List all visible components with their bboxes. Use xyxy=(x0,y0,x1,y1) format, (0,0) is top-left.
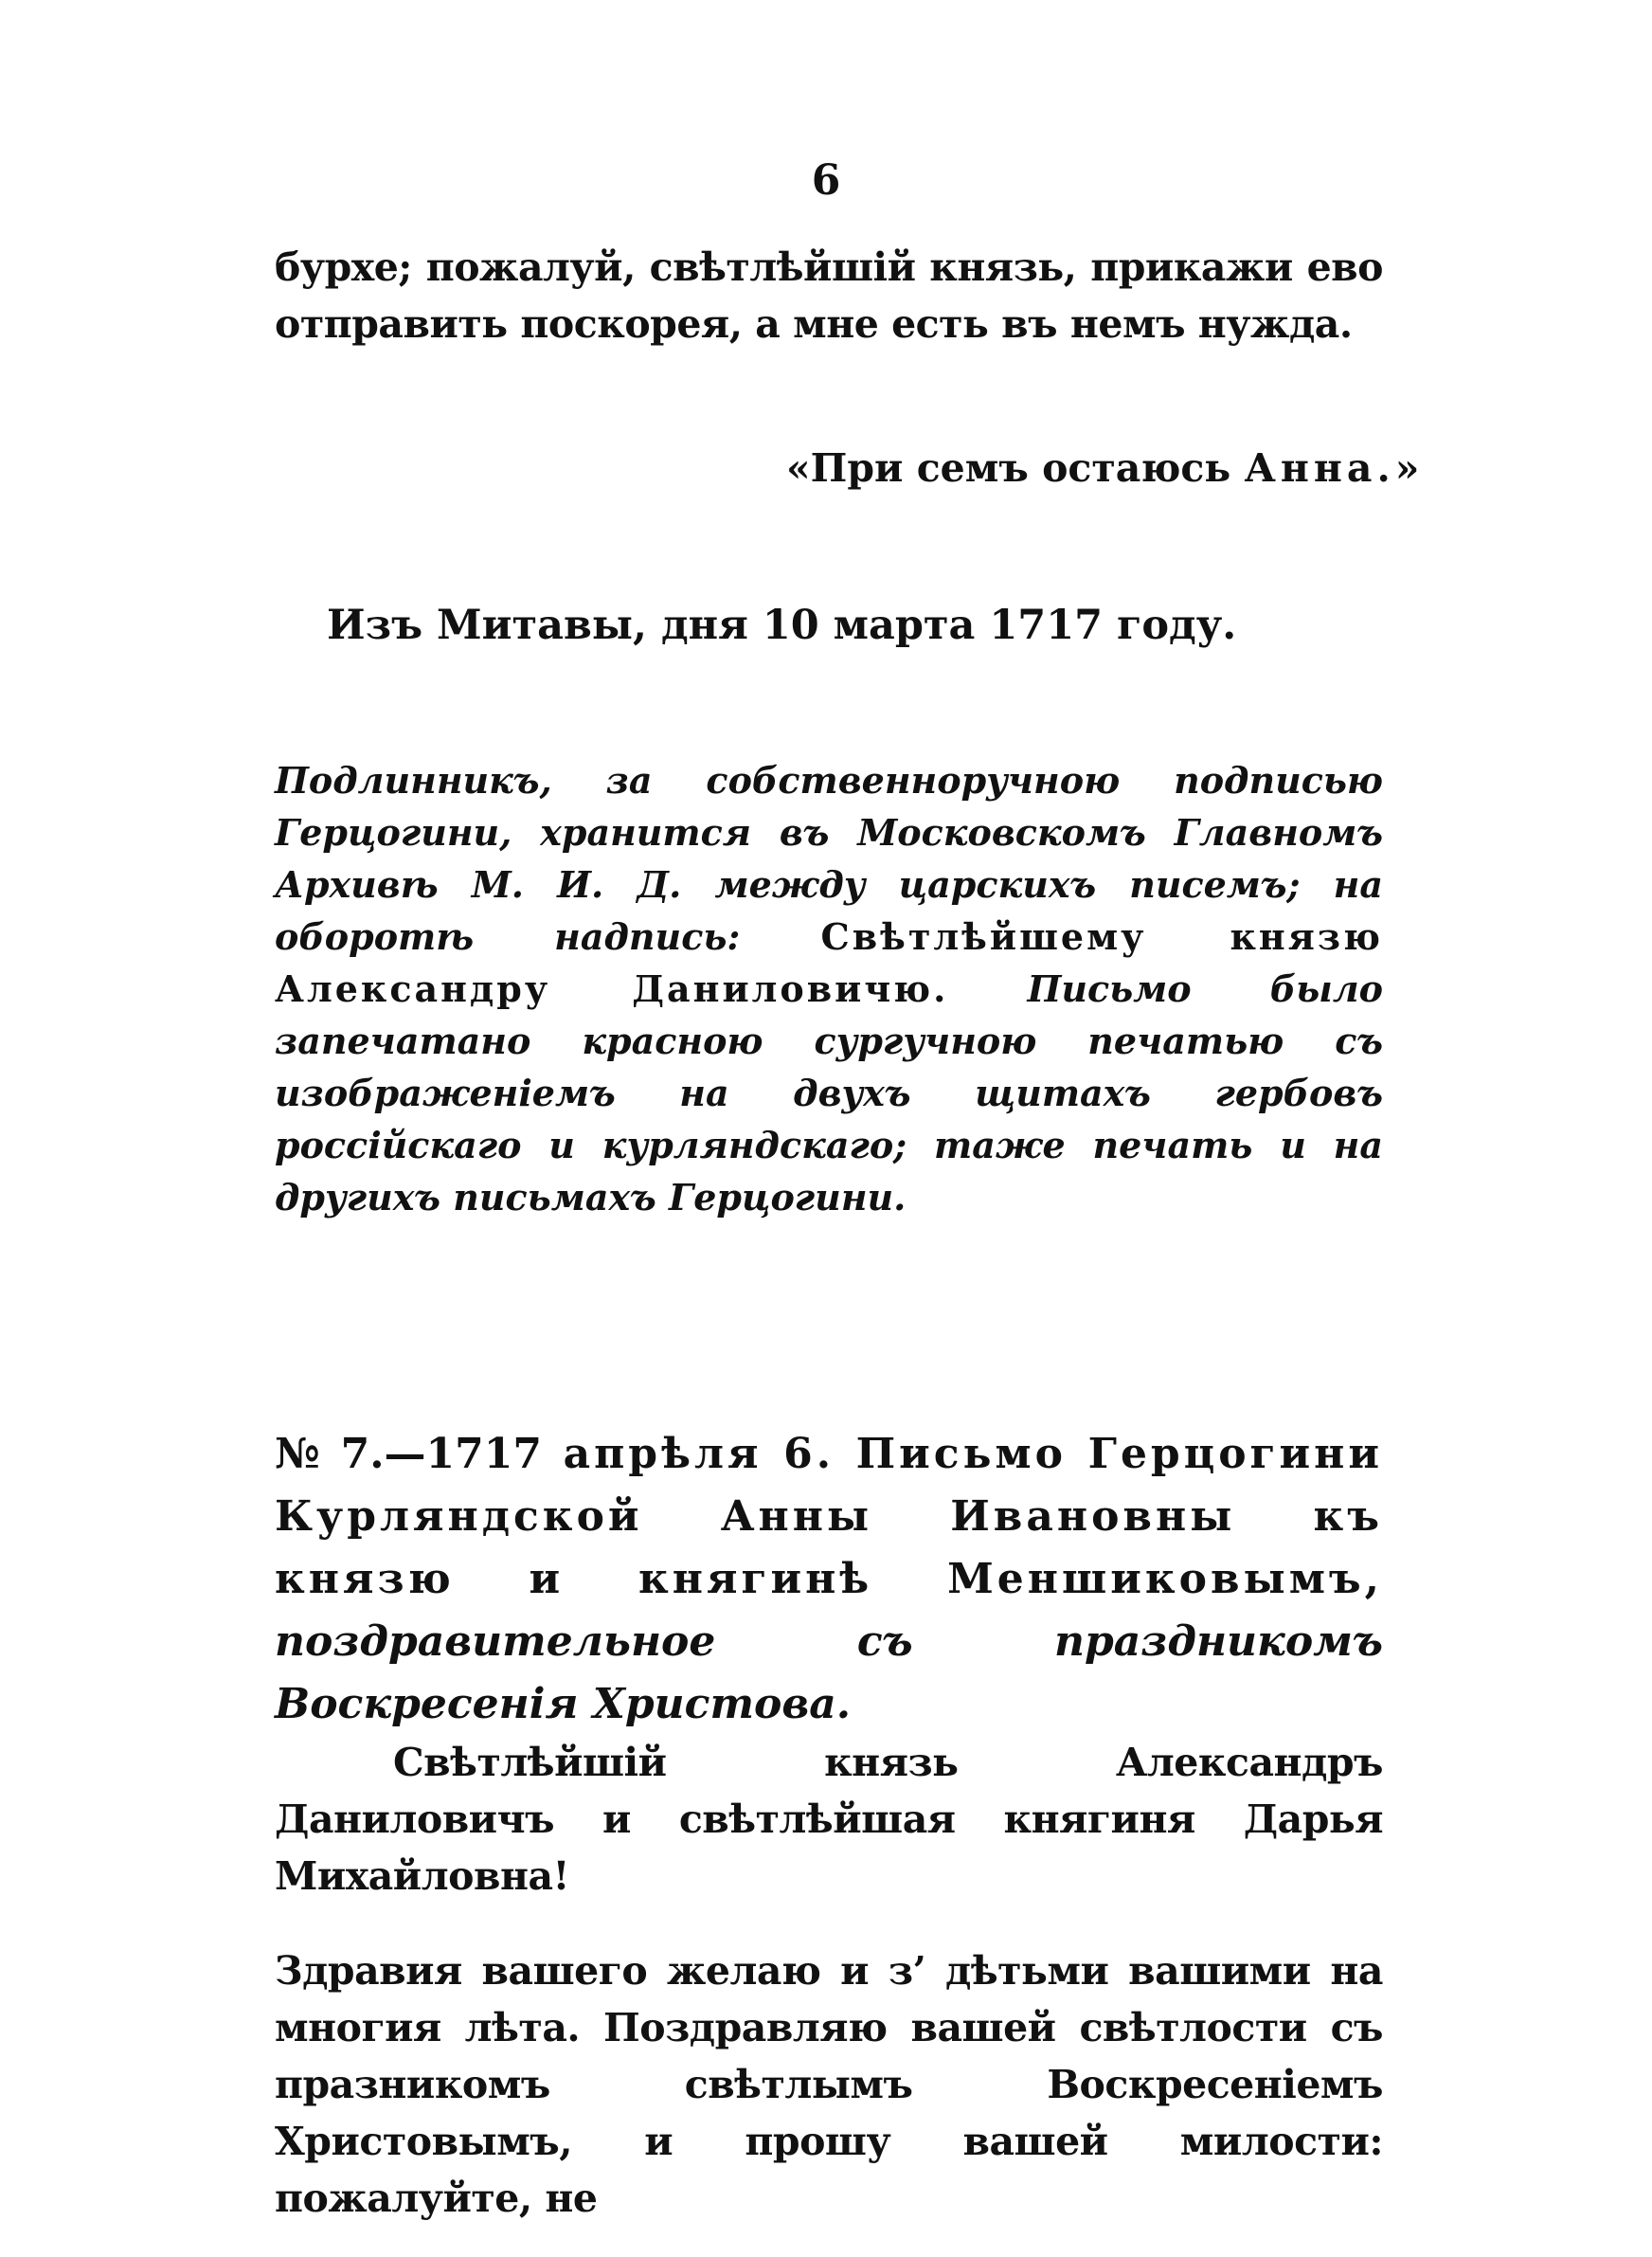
signature-line xyxy=(786,445,1424,491)
archival-note-address: Свѣтлѣйшему князю Александру Даниловичю. xyxy=(275,915,1384,1010)
heading-number: № 7.—1717 xyxy=(275,1430,543,1478)
date-line: Изъ Митавы, дня 10 марта 1717 году. xyxy=(327,602,1237,649)
archival-note xyxy=(275,754,1383,1223)
document-heading xyxy=(275,1423,1383,1736)
signature-prefix: «При семъ остаюсь xyxy=(786,445,1245,491)
page-number: 6 xyxy=(811,156,841,205)
continuation-paragraph: бурхе; пожалуй, свѣтлѣйшiй князь, прикажи ево отправить поскорея, а мне есть въ немъ нужда. xyxy=(275,244,1383,347)
letter-body: Здравия вашего желаю и з’ дѣтьми вашими на многия лѣта. Поздравляю вашей свѣтлости съ празникомъ свѣтлымъ Воскресенiемъ Христовымъ, и прошу вашей милости: пожалуйте, не xyxy=(275,1948,1383,2221)
salutation: Свѣтлѣйшiй князь Александръ Даниловичъ и свѣтлѣйшая княгиня Дарья Михайловна! xyxy=(275,1740,1383,1899)
archival-note-part1: Подлинникъ, за собственноручною подписью Герцогини, хранится въ Московскомъ Главномъ Архивѣ М. И. Д. между царскихъ писемъ; на оборотѣ надпись: xyxy=(275,759,1383,958)
heading-italic: поздравительное съ праздникомъ Воскресенiя Христова. xyxy=(275,1617,1383,1728)
heading-description: апрѣля 6. Письмо Герцогини Курляндской Анны Ивановны къ князю и княгинѣ Меншиковымъ, xyxy=(275,1430,1383,1603)
signature-name: Анна.» xyxy=(1244,445,1425,491)
archival-note-part2: Письмо было запечатано красною сургучною печатью съ изображенiемъ на двухъ щитахъ гербовъ россiйскаго и курляндскаго; таже печать и на другихъ письмахъ Герцогини. xyxy=(275,967,1383,1219)
